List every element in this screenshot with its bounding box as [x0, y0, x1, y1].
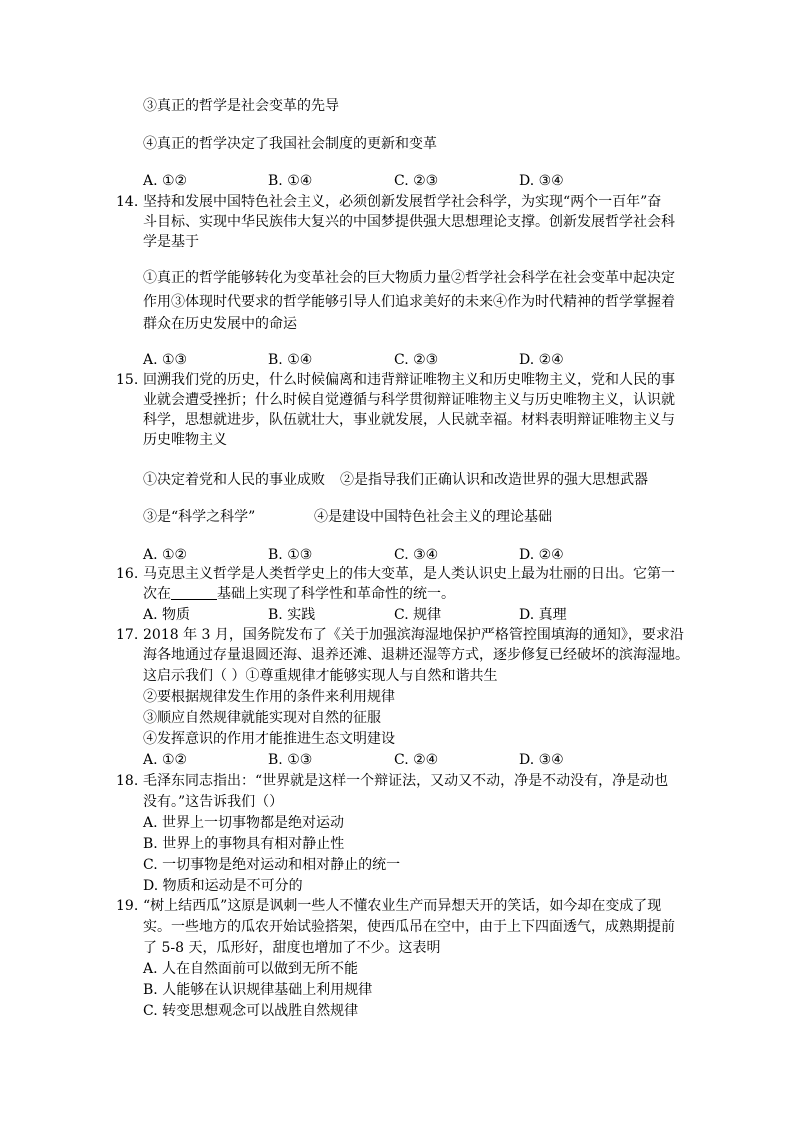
q15-option-b: B. ①③: [268, 547, 313, 563]
q13-statement-4: ④真正的哲学决定了我国社会制度的更新和变革: [143, 136, 437, 152]
q17-option-a: A. ①②: [143, 752, 188, 768]
q16-answer-blank: [171, 585, 217, 600]
q13-statement-3: ③真正的哲学是社会变革的先导: [143, 98, 339, 114]
q14-number: 14.: [116, 194, 139, 210]
q18-option-c: C. 一切事物是绝对运动和相对静止的统一: [143, 857, 401, 873]
q19-stem-line-3: 了 5-8 天，瓜形好，甜度也增加了不少。这表明: [143, 940, 441, 956]
q19-number: 19.: [116, 898, 139, 914]
q16-stem-part-1: 次在: [143, 586, 171, 602]
q15-option-a: A. ①②: [143, 547, 188, 563]
q16-stem-line-1: 马克思主义哲学是人类哲学史上的伟大变革，是人类认识史上最为壮丽的日出。它第一: [143, 566, 675, 582]
q14-stem-line-3: 学是基于: [143, 234, 199, 250]
q15-option-c: C. ③④: [394, 547, 439, 563]
q17-option-d: D. ③④: [519, 752, 564, 768]
q17-stem-line-1: 2018 年 3 月，国务院发布了《关于加强滨海湿地保护严格管控围填海的通知》，要求沿: [143, 627, 684, 643]
q14-option-b: B. ①④: [268, 352, 313, 368]
q17-statement-3: ③顺应自然规律就能实现对自然的征服: [143, 710, 381, 726]
q16-number: 16.: [116, 566, 139, 582]
q19-stem-line-1: “树上结西瓜”这原是讽刺一些人不懂农业生产而异想天开的笑话，如今却在变成了现: [143, 898, 662, 914]
q14-stem-line-2: 斗目标、实现中华民族伟大复兴的中国梦提供强大思想理论支撑。创新发展哲学社会科: [143, 214, 675, 230]
q15-statement-2: ②是指导我们正确认识和改造世界的强大思想武器: [340, 472, 648, 488]
q13-option-a: A. ①②: [143, 173, 188, 189]
q16-option-a: A. 物质: [143, 607, 191, 623]
q19-stem-line-2: 实。一些地方的瓜农开始试验搭架，使西瓜吊在空中，由于上下四面透气，成熟期提前: [143, 919, 675, 935]
q15-stem-line-2: 业就会遭受挫折；什么时候自觉遵循与科学贯彻辩证唯物主义与历史唯物主义，认识就: [143, 392, 675, 408]
q14-stem-line-1: 坚持和发展中国特色社会主义，必须创新发展哲学社会科学，为实现“两个一百年”奋: [143, 194, 662, 210]
q17-number: 17.: [116, 627, 139, 643]
q18-option-b: B. 世界上的事物具有相对静止性: [143, 836, 345, 852]
q14-statements-line-3: 群众在历史发展中的命运: [143, 316, 297, 332]
q18-stem-line-1: 毛泽东同志指出：“世界就是这样一个辩证法，又动又不动，净是不动没有，净是动也: [143, 773, 669, 789]
q14-statements-line-1: ①真正的哲学能够转化为变革社会的巨大物质力量②哲学社会科学在社会变革中起决定: [143, 270, 675, 286]
q14-option-a: A. ①③: [143, 352, 188, 368]
q15-statement-4: ④是建设中国特色社会主义的理论基础: [314, 509, 552, 525]
q13-option-b: B. ①④: [268, 173, 313, 189]
q19-option-b: B. 人能够在认识规律基础上利用规律: [143, 982, 373, 998]
q18-number: 18.: [116, 773, 139, 789]
q15-statement-1: ①决定着党和人民的事业成败: [143, 472, 325, 488]
q14-statements-line-2: 作用③体现时代要求的哲学能够引导人们追求美好的未来④作为时代精神的哲学掌握着: [143, 294, 675, 310]
q14-option-d: D. ②④: [519, 352, 564, 368]
q18-option-d: D. 物质和运动是不可分的: [143, 878, 303, 894]
q16-option-d: D. 真理: [519, 607, 567, 623]
q13-option-c: C. ②③: [394, 173, 439, 189]
q17-statement-2: ②要根据规律发生作用的条件来利用规律: [143, 689, 395, 705]
q17-statement-4: ④发挥意识的作用才能推进生态文明建设: [143, 731, 395, 747]
q18-stem-line-2: 没有。”这告诉我们（）: [143, 794, 284, 810]
q16-stem-part-2: 基础上实现了科学性和革命性的统一。: [217, 586, 455, 602]
q15-stem-line-4: 历史唯物主义: [143, 432, 227, 448]
q17-stem-line-3: 这启示我们（ ）①尊重规律才能够实现人与自然和谐共生: [143, 668, 498, 684]
q17-stem-line-2: 海各地通过存量退圆还海、退养还滩、退耕还湿等方式，逐步修复已经破坏的滨海湿地。: [143, 647, 689, 663]
q17-option-b: B. ①③: [268, 752, 313, 768]
q16-stem-line-2: [143, 584, 455, 604]
q13-option-d: D. ③④: [519, 173, 564, 189]
q18-option-a: A. 世界上一切事物都是绝对运动: [143, 815, 345, 831]
q17-option-c: C. ②④: [394, 752, 439, 768]
q19-option-a: A. 人在自然面前可以做到无所不能: [143, 961, 359, 977]
q15-option-d: D. ②④: [519, 547, 564, 563]
q14-option-c: C. ②③: [394, 352, 439, 368]
q15-stem-line-1: 回溯我们党的历史，什么时候偏离和违背辩证唯物主义和历史唯物主义，党和人民的事: [143, 372, 675, 388]
q19-option-c: C. 转变思想观念可以战胜自然规律: [143, 1003, 359, 1019]
q15-statement-3: ③是“科学之科学”: [143, 509, 256, 525]
q16-option-c: C. 规律: [394, 607, 442, 623]
q15-stem-line-3: 科学，思想就进步，队伍就壮大，事业就发展，人民就幸福。材料表明辩证唯物主义与: [143, 412, 675, 428]
q16-option-b: B. 实践: [268, 607, 316, 623]
q15-number: 15.: [116, 372, 139, 388]
